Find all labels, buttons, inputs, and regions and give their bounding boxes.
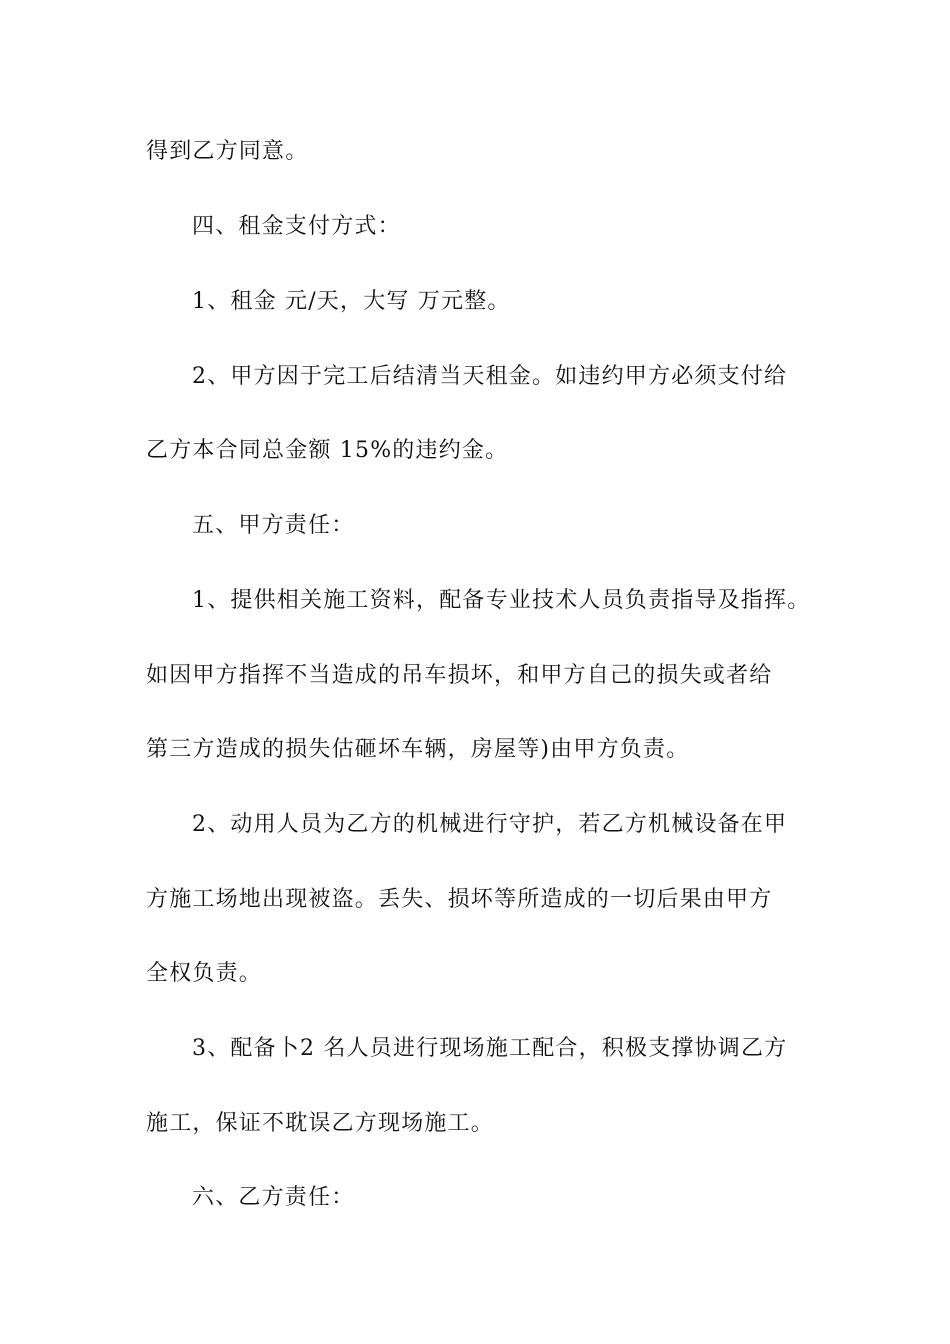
text-line: 2、甲方因于完工后结清当天租金。如违约甲方必须支付给 [192,364,788,389]
section-heading: 四、租金支付方式： [192,214,401,239]
text-line: 第三方造成的损失估砸坏车辆，房屋等)由甲方负责。 [146,737,690,762]
text-line: 施工，保证不耽误乙方现场施工。 [146,1111,495,1136]
section-heading: 六、乙方责任： [192,1185,355,1210]
text-line: 1、提供相关施工资料，配备专业技术人员负责指导及指挥。 [192,588,811,613]
text-line: 3、配备卜2 名人员进行现场施工配合，积极支撑协调乙方 [192,1036,788,1061]
text-line: 乙方本合同总金额 15%的违约金。 [146,438,509,463]
text-line: 得到乙方同意。 [146,139,309,164]
text-line: 1、租金 元/天，大写 万元整。 [192,289,511,314]
text-line: 如因甲方指挥不当造成的吊车损坏，和甲方自己的损失或者给 [146,663,773,688]
text-line: 2、动用人员为乙方的机械进行守护，若乙方机械设备在甲 [192,812,788,837]
text-line: 全权负责。 [146,961,263,986]
text-line: 方施工场地出现被盗。丢失、损坏等所造成的一切后果由甲方 [146,887,773,912]
section-heading: 五、甲方责任： [192,513,355,538]
